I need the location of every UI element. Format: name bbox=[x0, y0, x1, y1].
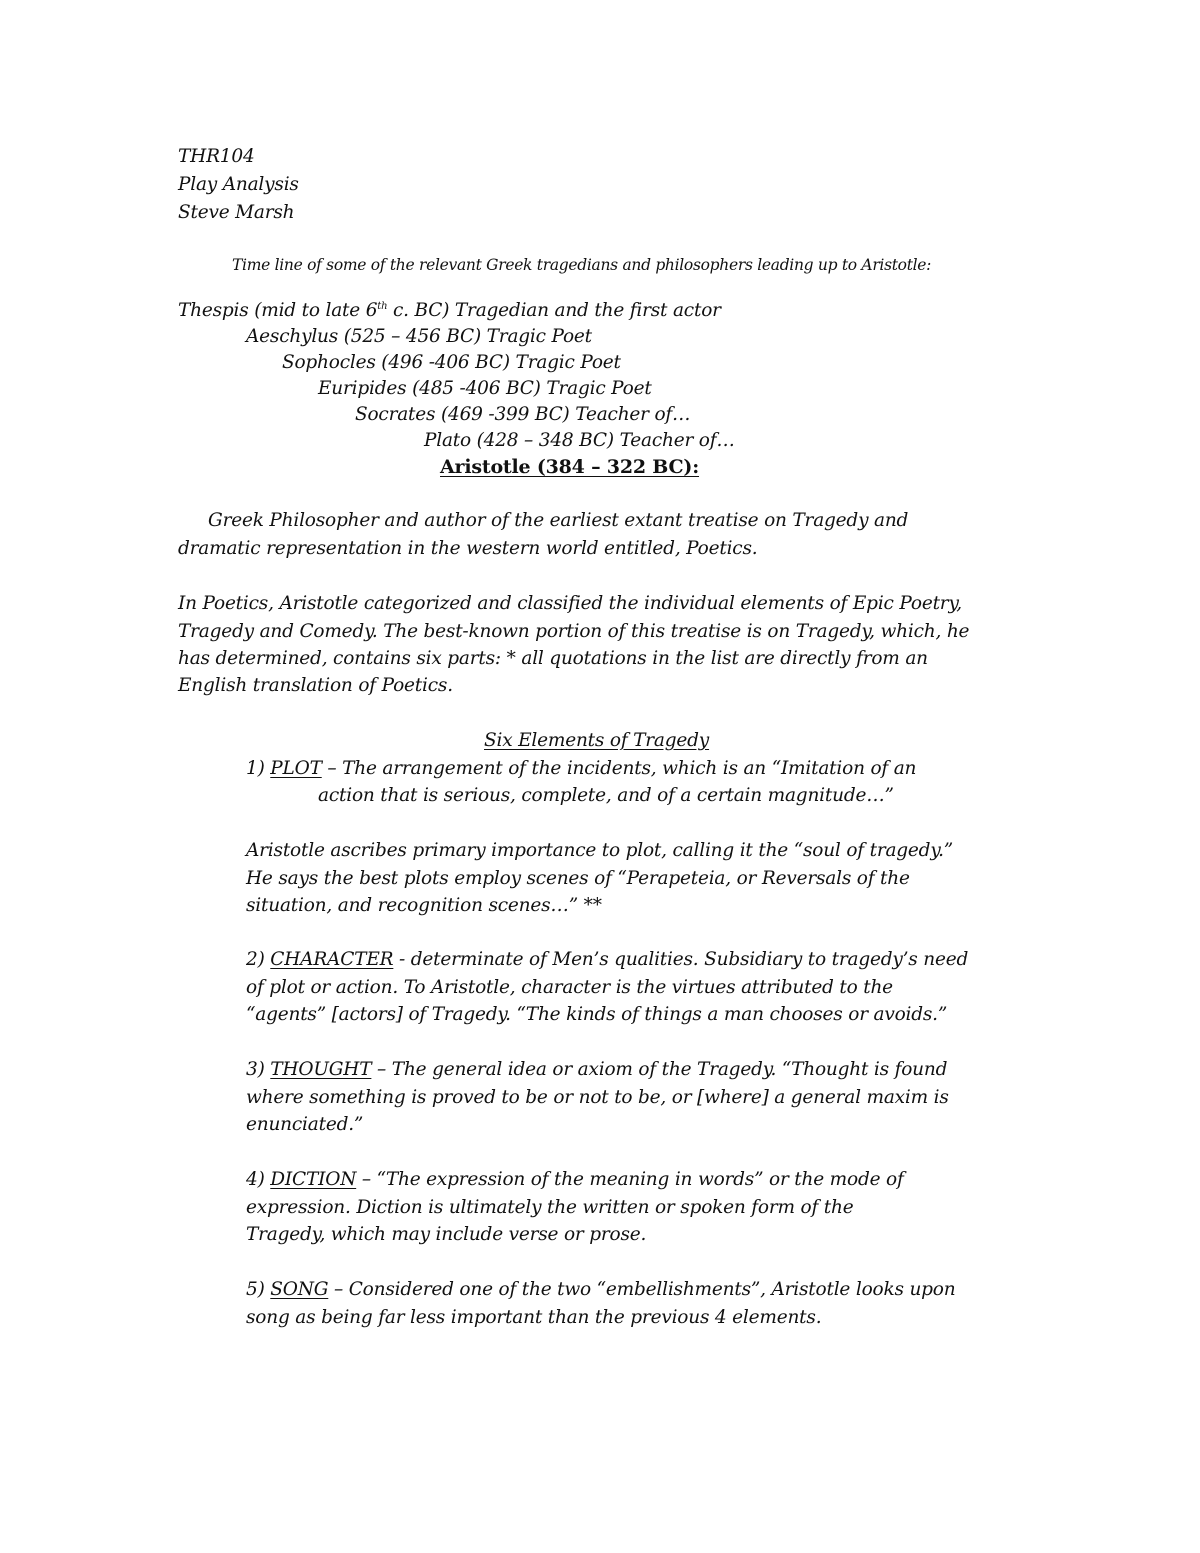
plot-item bbox=[246, 756, 916, 782]
character-label: CHARACTER bbox=[270, 949, 394, 970]
thespis-superscript: th bbox=[377, 300, 388, 312]
aristotle-heading: Aristotle (384 – 322 BC): bbox=[440, 456, 700, 478]
timeline-thespis bbox=[178, 298, 721, 324]
elements-title: Six Elements of Tragedy bbox=[484, 730, 710, 751]
instructor-name: Steve Marsh bbox=[178, 202, 295, 223]
diction-line-3: Tragedy, which may include verse or prose. bbox=[246, 1224, 647, 1245]
character-item bbox=[246, 947, 968, 973]
character-line-2: of plot or action. To Aristotle, character is the virtues attributed to the bbox=[246, 977, 893, 998]
thought-line-3: enunciated.” bbox=[246, 1114, 364, 1135]
song-number: 5) bbox=[246, 1279, 271, 1300]
timeline-aeschylus: Aeschylus (525 – 456 BC) Tragic Poet bbox=[246, 326, 592, 347]
thespis-text-rest: c. BC) Tragedian and the first actor bbox=[387, 300, 721, 321]
plot-definition: – The arrangement of the incidents, which is an “Imitation of an bbox=[321, 758, 917, 779]
poetics-line-1: In Poetics, Aristotle categorized and classified the individual elements of Epic Poetry, bbox=[178, 593, 962, 614]
thought-line-2: where something is proved to be or not to be, or [where] a general maxim is bbox=[246, 1087, 949, 1108]
intro-line-2: dramatic representation in the western world entitled, Poetics. bbox=[178, 538, 758, 559]
plot-number: 1) bbox=[246, 758, 271, 779]
song-line-2: song as being far less important than the previous 4 elements. bbox=[246, 1307, 822, 1328]
diction-definition: – “The expression of the meaning in words” or the mode of bbox=[356, 1169, 904, 1190]
thought-definition: – The general idea or axiom of the Tragedy. “Thought is found bbox=[371, 1059, 948, 1080]
diction-item bbox=[246, 1167, 904, 1193]
thought-label: THOUGHT bbox=[270, 1059, 372, 1080]
timeline-socrates: Socrates (469 -399 BC) Teacher of… bbox=[355, 404, 691, 425]
diction-number: 4) bbox=[246, 1169, 271, 1190]
thought-item bbox=[246, 1057, 947, 1083]
character-number: 2) bbox=[246, 949, 271, 970]
character-line-3: “agents” [actors] of Tragedy. “The kinds of things a man chooses or avoids.” bbox=[246, 1004, 948, 1025]
diction-line-2: expression. Diction is ultimately the written or spoken form of the bbox=[246, 1197, 854, 1218]
poetics-line-4: English translation of Poetics. bbox=[178, 675, 453, 696]
song-label: SONG bbox=[270, 1279, 329, 1300]
plot-note-3: situation, and recognition scenes…” ** bbox=[246, 895, 602, 916]
thought-number: 3) bbox=[246, 1059, 271, 1080]
poetics-line-3: has determined, contains six parts: * all quotations in the list are directly from an bbox=[178, 648, 928, 669]
character-definition: - determinate of Men’s qualities. Subsidiary to tragedy’s need bbox=[393, 949, 969, 970]
course-code: THR104 bbox=[178, 146, 255, 167]
plot-note-1: Aristotle ascribes primary importance to plot, calling it the “soul of tragedy.” bbox=[246, 840, 954, 861]
plot-line-2: action that is serious, complete, and of a certain magnitude…” bbox=[318, 785, 894, 806]
intro-line-1: Greek Philosopher and author of the earliest extant treatise on Tragedy and bbox=[208, 510, 909, 531]
timeline-sophocles: Sophocles (496 -406 BC) Tragic Poet bbox=[282, 352, 621, 373]
plot-note-2: He says the best plots employ scenes of “Perapeteia, or Reversals of the bbox=[246, 868, 910, 889]
thespis-text: Thespis (mid to late 6 bbox=[178, 300, 378, 321]
diction-label: DICTION bbox=[270, 1169, 357, 1190]
course-subject: Play Analysis bbox=[178, 174, 299, 195]
timeline-euripides: Euripides (485 -406 BC) Tragic Poet bbox=[318, 378, 652, 399]
poetics-line-2: Tragedy and Comedy. The best-known portion of this treatise is on Tragedy, which, he bbox=[178, 621, 970, 642]
song-item bbox=[246, 1277, 955, 1303]
song-definition: – Considered one of the two “embellishments”, Aristotle looks upon bbox=[328, 1279, 956, 1300]
timeline-plato: Plato (428 – 348 BC) Teacher of… bbox=[424, 430, 735, 451]
plot-label: PLOT bbox=[270, 758, 322, 779]
timeline-intro: Time line of some of the relevant Greek tragedians and philosophers leading up to Aristotle: bbox=[232, 256, 932, 274]
